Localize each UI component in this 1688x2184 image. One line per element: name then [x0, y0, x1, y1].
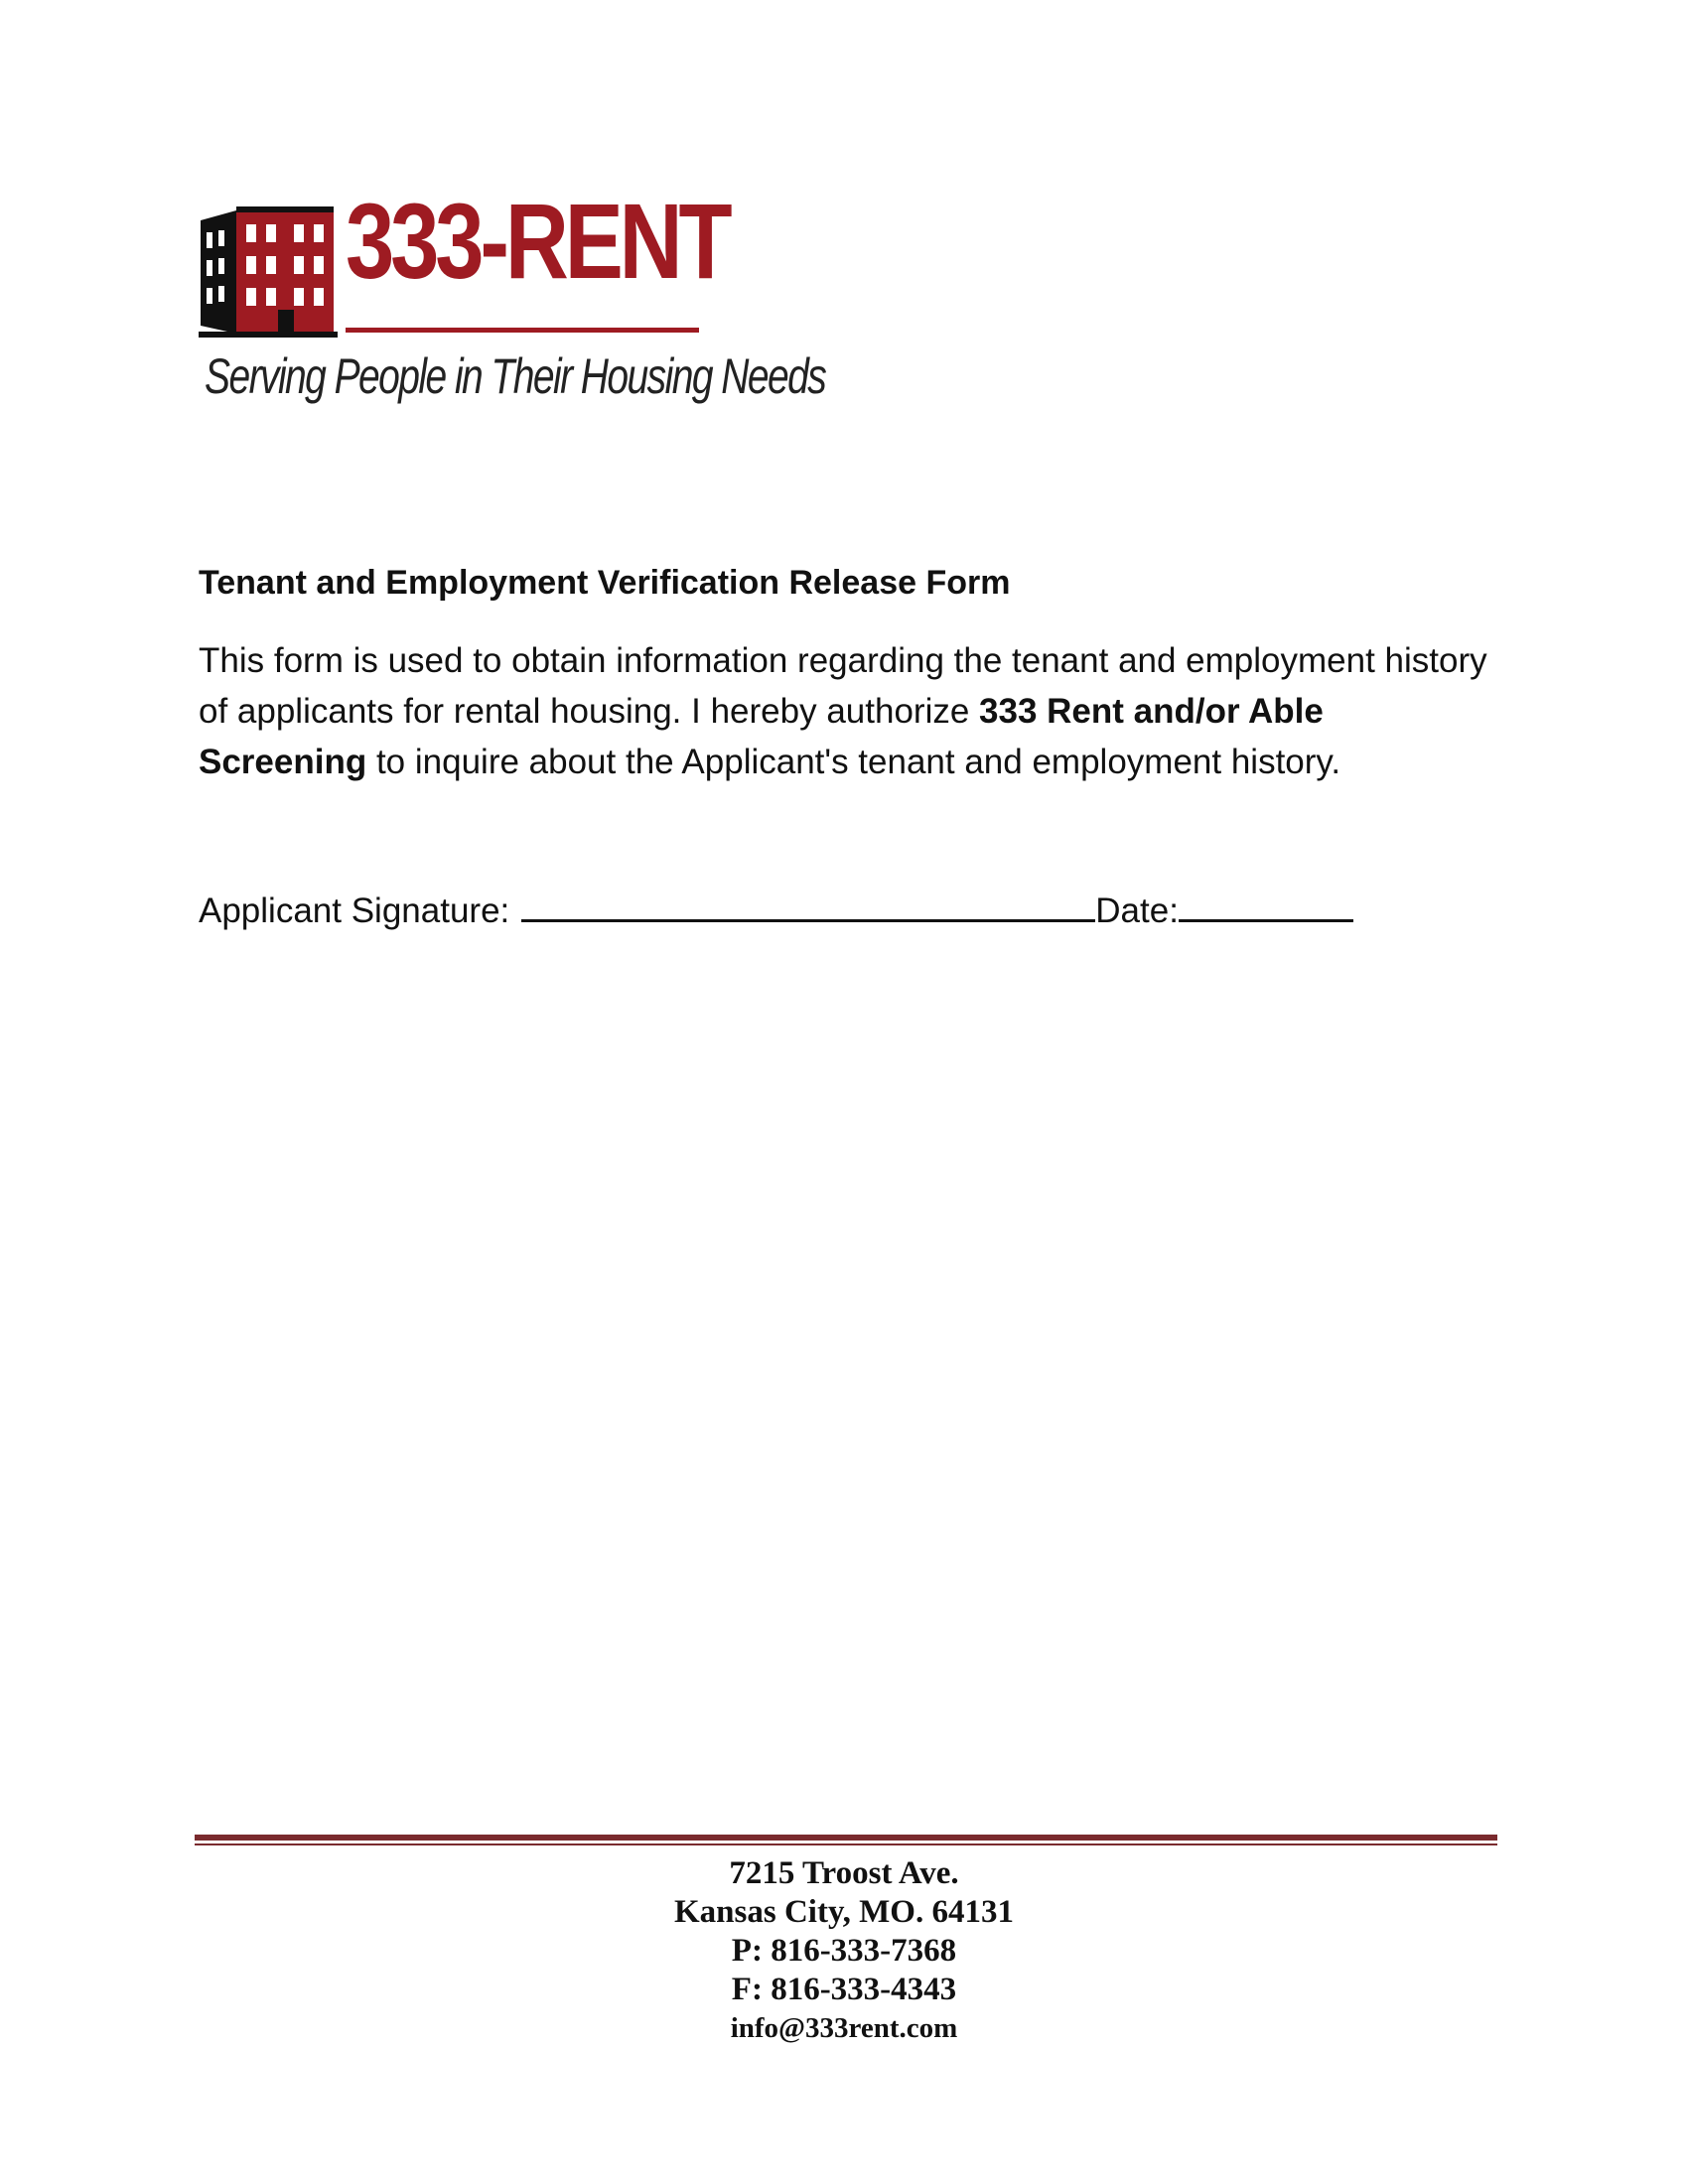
footer-city: Kansas City, MO. 64131 [674, 1894, 1014, 1930]
footer-email[interactable]: info@333rent.com [730, 2012, 958, 2044]
signature-row [199, 886, 1353, 931]
apartment-building-icon [199, 203, 338, 341]
date-field[interactable] [1179, 886, 1353, 922]
footer-fax: F: 816-333-4343 [731, 1972, 957, 2007]
logo-tagline: Serving People in Their Housing Needs [205, 348, 826, 404]
intro-text-end: to inquire about the Applicant's tenant and employment history. [366, 743, 1341, 781]
footer-phone: P: 816-333-7368 [731, 1933, 957, 1969]
footer-divider [195, 1835, 1497, 1845]
logo-wordmark: 333-RENT [346, 181, 729, 301]
footer-contact [0, 1854, 1688, 2047]
footer-address: 7215 Troost Ave. [729, 1855, 959, 1891]
form-title: Tenant and Employment Verification Release Form [199, 564, 1011, 602]
intro-text-start: This form is used to obtain information regarding the tenant and employment history of applicants for rental housing. I hereby authorize [199, 641, 1487, 731]
company-logo [199, 181, 826, 415]
signature-field[interactable] [521, 886, 1095, 922]
logo-underline [346, 328, 699, 333]
signature-label: Applicant Signature: [199, 891, 510, 930]
intro-paragraph [199, 635, 1489, 787]
date-label: Date: [1095, 891, 1179, 930]
authorized-parties: 333 Rent and/or Able Screening [199, 692, 1324, 781]
